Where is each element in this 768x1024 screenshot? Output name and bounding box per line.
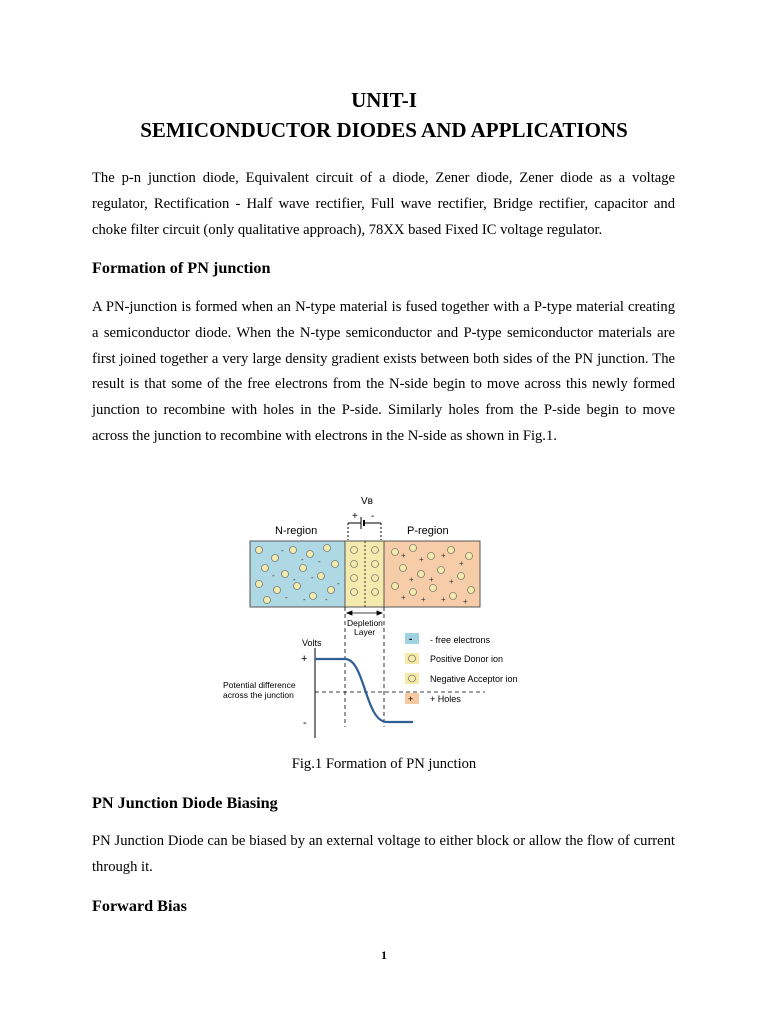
- svg-text:+: +: [401, 551, 406, 560]
- svg-text:-: -: [301, 555, 304, 564]
- svg-text:+: +: [441, 595, 446, 604]
- intro-paragraph: The p-n junction diode, Equivalent circuit of a diode, Zener diode, Zener diode as a voltage regulator, Rectification - Half wave rectifier, Full wave rectifier, Bridge rectifier, capacitor and choke filter circuit (only qualitative approach), 78XX based Fixed IC voltage regulator.: [92, 170, 675, 238]
- svg-text:-: -: [293, 575, 296, 584]
- biasing-paragraph: PN Junction Diode can be biased by an external voltage to either block or allow the flow of current through it.: [92, 833, 675, 875]
- page-title: SEMICONDUCTOR DIODES AND APPLICATIONS: [140, 118, 628, 142]
- svg-text:-: -: [311, 573, 314, 582]
- svg-text:-: -: [337, 579, 340, 588]
- n-region-label: N-region: [275, 525, 318, 537]
- page-number: 1: [381, 948, 387, 962]
- section-heading-forward-bias: Forward Bias: [92, 897, 187, 915]
- vb-plus: +: [352, 511, 358, 522]
- legend-label-2: Negative Acceptor ion: [430, 674, 518, 684]
- svg-text:+: +: [429, 575, 434, 584]
- svg-text:-: -: [318, 557, 321, 566]
- legend-symbol-3: +: [408, 694, 414, 704]
- axis-minus: -: [303, 717, 307, 729]
- svg-text:-: -: [303, 595, 306, 604]
- legend-label-0: - free electrons: [430, 635, 491, 645]
- pn-junction-figure: [215, 492, 555, 742]
- section-heading-biasing: PN Junction Diode Biasing: [92, 794, 278, 812]
- section-heading-pn-formation: Formation of PN junction: [92, 259, 271, 277]
- volts-label: Volts: [302, 638, 322, 648]
- svg-text:+: +: [441, 551, 446, 560]
- potential-label-1: Potential difference: [223, 680, 296, 690]
- potential-label-2: across the junction: [223, 690, 294, 700]
- p-region-label: P-region: [407, 525, 449, 537]
- svg-text:+: +: [419, 555, 424, 564]
- depletion-label-2: Layer: [354, 627, 376, 637]
- n-region-block: [250, 541, 345, 607]
- svg-text:-: -: [285, 593, 288, 602]
- svg-text:+: +: [409, 575, 414, 584]
- figure-caption: Fig.1 Formation of PN junction: [291, 756, 477, 772]
- axis-plus: +: [301, 653, 308, 665]
- legend-label-1: Positive Donor ion: [430, 654, 504, 664]
- svg-text:+: +: [421, 595, 426, 604]
- legend-symbol-0: -: [409, 634, 413, 645]
- vb-minus: -: [371, 511, 375, 522]
- pn-formation-paragraph: A PN-junction is formed when an N-type material is fused together with a P-type material creating a semiconductor diode. When the N-type semiconductor and P-type semiconductor materials are first joined together a very large density gradient exists between both sides of the PN junction. The result is that some of the free electrons from the N-side begin to move across this newly formed junction to recombine with holes in the P-side. Similarly holes from the P-side begin to move across the junction to recombine with electrons in the N-side as shown in Fig.1.: [92, 299, 675, 444]
- svg-text:+: +: [449, 577, 454, 586]
- svg-text:-: -: [281, 546, 284, 555]
- svg-text:+: +: [459, 559, 464, 568]
- svg-text:+: +: [401, 593, 406, 602]
- svg-text:-: -: [325, 595, 328, 604]
- svg-text:-: -: [272, 571, 275, 580]
- vb-label: Vʙ: [361, 496, 373, 507]
- potential-curve: [315, 659, 413, 722]
- unit-title: UNIT-I: [351, 88, 417, 112]
- depletion-label-1: Depletion: [347, 618, 383, 628]
- figure-legend: [405, 633, 518, 704]
- svg-text:+: +: [463, 597, 468, 606]
- legend-label-3: + Holes: [430, 694, 461, 704]
